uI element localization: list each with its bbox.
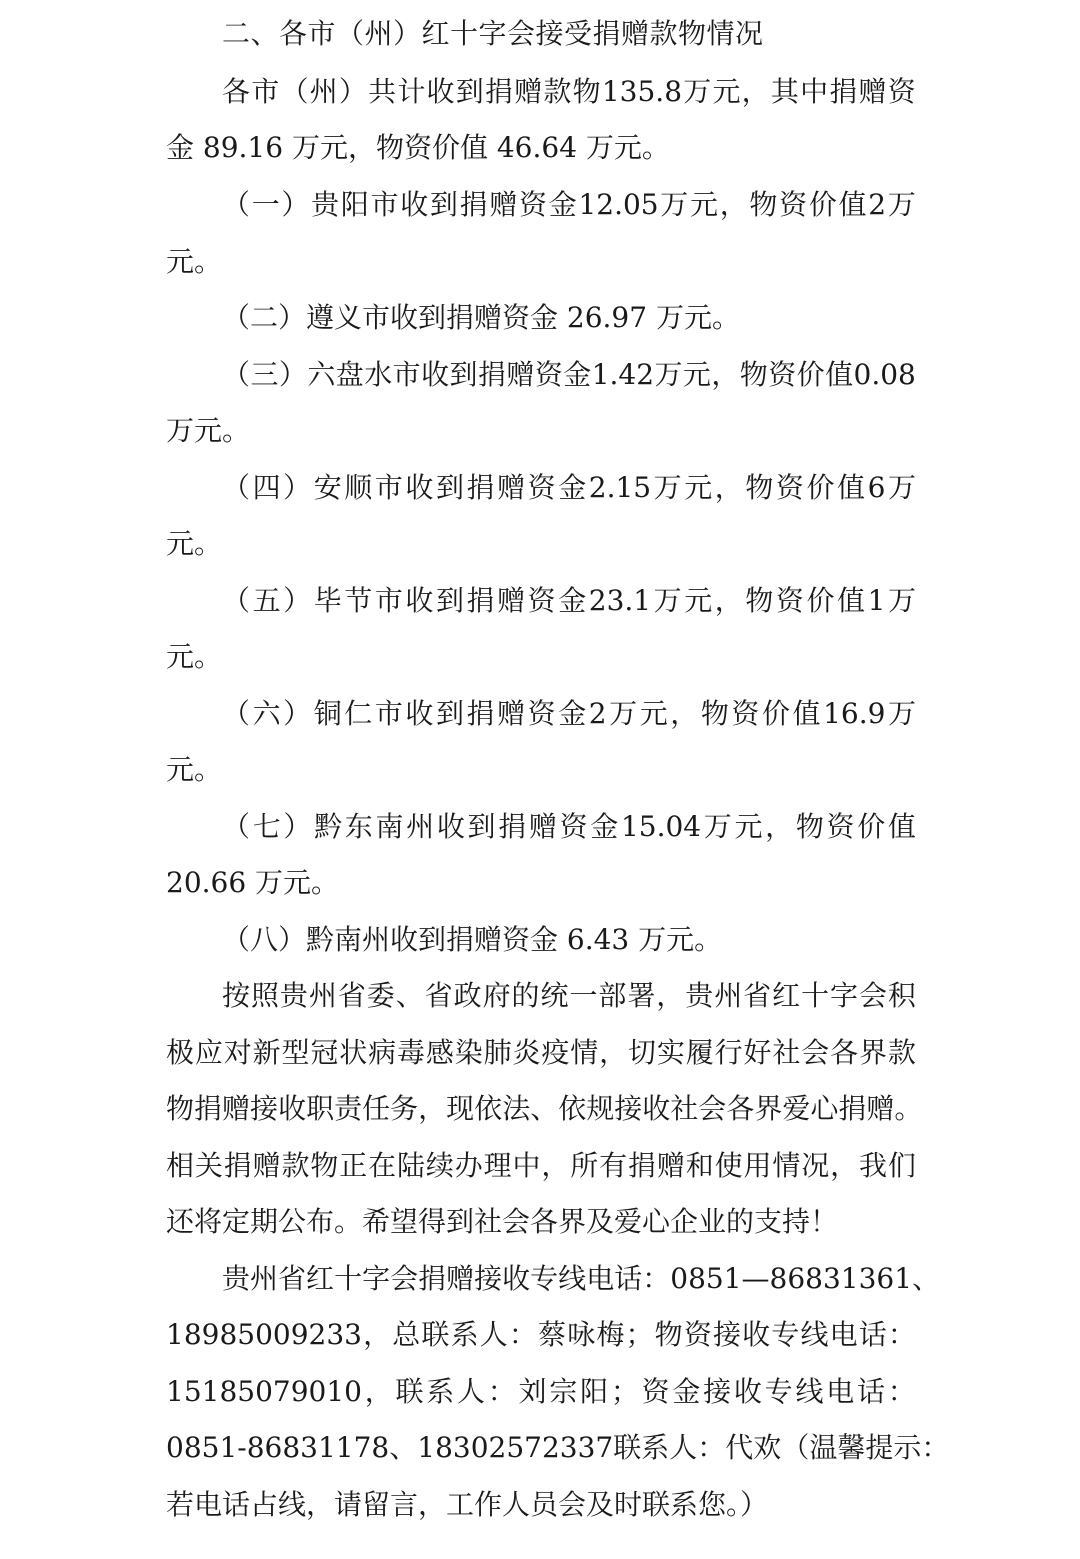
summary-line-2: 金 89.16 万元，物资价值 46.64 万元。 — [166, 131, 670, 164]
statement-line-5: 还将定期公布。希望得到社会各界及爱心企业的支持！ — [166, 1205, 839, 1238]
item-liupanshui-line-1: （ 三 ） 六 盘 水 市 收 到 捐 赠 资 金 1.42 万 元 ， 物 资 价 值 0.08 — [222, 358, 916, 391]
item-anshun-line-1: （ 四 ） 安 顺 市 收 到 捐 赠 资 金 2.15 万 元 ， 物 资 价 值 6 万 — [222, 471, 916, 504]
item-tongren-line-2: 元。 — [166, 753, 223, 786]
statement-line-1: 按 照 贵 州 省 委 、 省 政 府 的 统 一 部 署 ， 贵 州 省 红 十 字 会 积 — [222, 979, 916, 1012]
item-zunyi-line-1: （二）遵义市收到捐赠资金 26.97 万元。 — [222, 301, 740, 334]
item-bijie-line-2: 元。 — [166, 640, 223, 673]
item-anshun-line-2: 元。 — [166, 527, 223, 560]
statement-line-3: 物 捐 赠 接 收 职 责 任 务 ， 现 依 法 、 依 规 接 收 社 会 各 界 爱 心 捐 赠 。 — [166, 1092, 923, 1125]
contact-line-5: 若电话占线，请留言，工作人员会及时联系您。） — [166, 1488, 769, 1521]
item-qiannan-line-1: （八）黔南州收到捐赠资金 6.43 万元。 — [222, 923, 723, 956]
contact-line-3: 15185079010 ， 联 系 人 ： 刘 宗 阳 ； 资 金 接 收 专 线 电 话 ： — [166, 1375, 916, 1408]
item-qiandongnan-line-2: 20.66 万元。 — [166, 866, 340, 899]
contact-line-2: 18985009233 ， 总 联 系 人 ： 蔡 咏 梅 ； 物 资 接 收 专 线 电 话 ： — [166, 1318, 916, 1351]
contact-line-1: 贵 州 省 红 十 字 会 捐 赠 接 收 专 线 电 话 ： 0851—86831361 、 — [222, 1262, 941, 1295]
statement-line-4: 相 关 捐 赠 款 物 正 在 陆 续 办 理 中 ， 所 有 捐 赠 和 使 用 情 况 ， 我 们 — [166, 1149, 916, 1182]
section-heading: 二、各市（州）红十字会接受捐赠款物情况 — [222, 17, 764, 50]
item-guiyang-line-1: （ 一 ） 贵 阳 市 收 到 捐 赠 资 金 12.05 万 元 ， 物 资 价 值 2 万 — [222, 188, 916, 221]
item-guiyang-line-2: 元。 — [166, 245, 223, 278]
statement-line-2: 极 应 对 新 型 冠 状 病 毒 感 染 肺 炎 疫 情 ， 切 实 履 行 好 社 会 各 界 款 — [166, 1036, 916, 1069]
item-bijie-line-1: （ 五 ） 毕 节 市 收 到 捐 赠 资 金 23.1 万 元 ， 物 资 价 值 1 万 — [222, 584, 916, 617]
item-tongren-line-1: （ 六 ） 铜 仁 市 收 到 捐 赠 资 金 2 万 元 ， 物 资 价 值 16.9 万 — [222, 697, 916, 730]
contact-line-4: 0851-86831178 、 18302572337 联 系 人 ： 代 欢 （ 温 馨 提 示 ： — [166, 1431, 950, 1464]
item-qiandongnan-line-1: （ 七 ） 黔 东 南 州 收 到 捐 赠 资 金 15.04 万 元 ， 物 资 价 值 — [222, 810, 916, 843]
summary-line-1: 各 市 （ 州 ） 共 计 收 到 捐 赠 款 物 135.8 万 元 ， 其 中 捐 赠 资 — [222, 75, 916, 108]
item-liupanshui-line-2: 万元。 — [166, 414, 251, 447]
